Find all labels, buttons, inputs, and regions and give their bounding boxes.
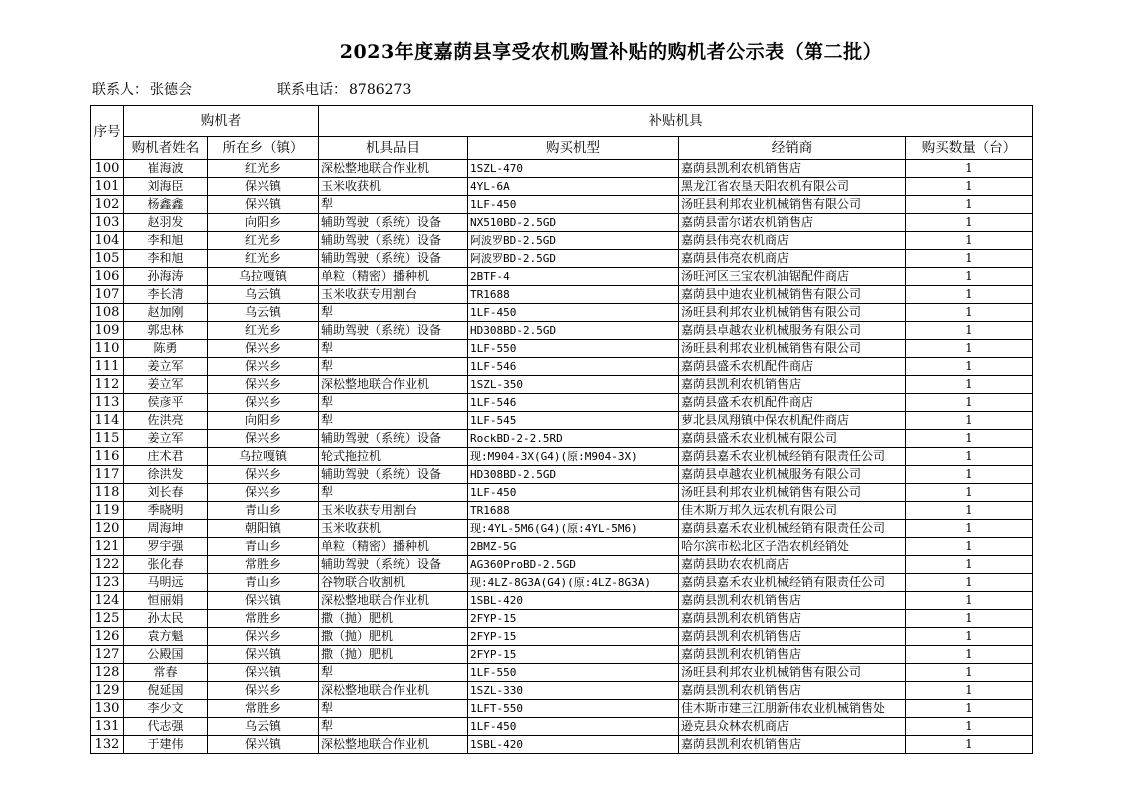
cell-qty: 1 (906, 466, 1033, 484)
cell-qty: 1 (906, 286, 1033, 304)
cell-buyer-name: 代志强 (124, 718, 208, 736)
cell-town: 保兴镇 (208, 736, 319, 754)
table-row (91, 376, 1033, 394)
header-seq: 序号 (91, 106, 124, 160)
cell-model: NX510BD-2.5GD (468, 214, 679, 232)
cell-seq: 108 (91, 304, 124, 322)
cell-town: 保兴乡 (208, 394, 319, 412)
cell-category: 辅助驾驶（系统）设备 (319, 214, 468, 232)
cell-buyer-name: 李长清 (124, 286, 208, 304)
cell-dealer: 嘉荫县凯利农机销售店 (679, 610, 906, 628)
cell-qty: 1 (906, 574, 1033, 592)
cell-town: 乌云镇 (208, 286, 319, 304)
table-row (91, 574, 1033, 592)
cell-qty: 1 (906, 430, 1033, 448)
cell-dealer: 佳木斯万邦久远农机有限公司 (679, 502, 906, 520)
cell-town: 保兴乡 (208, 628, 319, 646)
cell-town: 保兴镇 (208, 196, 319, 214)
cell-qty: 1 (906, 214, 1033, 232)
cell-model: 2FYP-15 (468, 646, 679, 664)
contact-person (92, 79, 192, 99)
cell-qty: 1 (906, 502, 1033, 520)
cell-seq: 126 (91, 628, 124, 646)
contact-phone-value: 8786273 (349, 82, 412, 98)
cell-dealer: 嘉荫县凯利农机销售店 (679, 646, 906, 664)
cell-dealer: 嘉荫县卓越农业机械服务有限公司 (679, 322, 906, 340)
cell-model: 现:M904-3X(G4)(原:M904-3X) (468, 448, 679, 466)
header-row-1 (91, 106, 1033, 137)
cell-category: 犁 (319, 412, 468, 430)
cell-category: 玉米收获专用割台 (319, 286, 468, 304)
cell-model: 1SBL-420 (468, 592, 679, 610)
cell-seq: 105 (91, 250, 124, 268)
cell-model: TR1688 (468, 286, 679, 304)
cell-category: 深松整地联合作业机 (319, 736, 468, 754)
cell-qty: 1 (906, 268, 1033, 286)
cell-buyer-name: 李少文 (124, 700, 208, 718)
header-row-2 (91, 137, 1033, 160)
cell-qty: 1 (906, 610, 1033, 628)
cell-category: 玉米收获机 (319, 178, 468, 196)
cell-qty: 1 (906, 736, 1033, 754)
cell-town: 保兴镇 (208, 646, 319, 664)
table-row (91, 178, 1033, 196)
cell-model: 1LF-450 (468, 196, 679, 214)
cell-model: 阿波罗BD-2.5GD (468, 250, 679, 268)
cell-dealer: 嘉荫县嘉禾农业机械经销有限责任公司 (679, 574, 906, 592)
cell-seq: 112 (91, 376, 124, 394)
cell-category: 辅助驾驶（系统）设备 (319, 322, 468, 340)
cell-town: 向阳乡 (208, 214, 319, 232)
cell-dealer: 萝北县凤翔镇中保农机配件商店 (679, 412, 906, 430)
cell-qty: 1 (906, 628, 1033, 646)
cell-town: 保兴乡 (208, 376, 319, 394)
cell-category: 辅助驾驶（系统）设备 (319, 556, 468, 574)
cell-qty: 1 (906, 664, 1033, 682)
cell-dealer: 嘉荫县嘉禾农业机械经销有限责任公司 (679, 448, 906, 466)
table-row (91, 340, 1033, 358)
cell-model: 现:4YL-5M6(G4)(原:4YL-5M6) (468, 520, 679, 538)
cell-seq: 109 (91, 322, 124, 340)
cell-model: 2BTF-4 (468, 268, 679, 286)
cell-buyer-name: 李和旭 (124, 232, 208, 250)
cell-qty: 1 (906, 682, 1033, 700)
cell-model: 4YL-6A (468, 178, 679, 196)
cell-dealer: 嘉荫县凯利农机销售店 (679, 160, 906, 178)
cell-dealer: 嘉荫县凯利农机销售店 (679, 736, 906, 754)
cell-qty: 1 (906, 412, 1033, 430)
cell-model: 阿波罗BD-2.5GD (468, 232, 679, 250)
cell-category: 辅助驾驶（系统）设备 (319, 232, 468, 250)
cell-category: 犁 (319, 484, 468, 502)
cell-dealer: 嘉荫县凯利农机销售店 (679, 592, 906, 610)
cell-seq: 122 (91, 556, 124, 574)
header-buyer-name: 购机者姓名 (124, 137, 208, 160)
cell-category: 深松整地联合作业机 (319, 592, 468, 610)
table-row (91, 502, 1033, 520)
cell-buyer-name: 刘海臣 (124, 178, 208, 196)
contact-phone-label: 联系电话： (277, 82, 347, 98)
cell-dealer: 嘉荫县盛禾农机配件商店 (679, 394, 906, 412)
cell-category: 辅助驾驶（系统）设备 (319, 466, 468, 484)
cell-seq: 106 (91, 268, 124, 286)
table-row (91, 466, 1033, 484)
cell-category: 玉米收获专用割台 (319, 502, 468, 520)
contact-phone (277, 79, 411, 99)
cell-town: 青山乡 (208, 538, 319, 556)
cell-category: 撒（抛）肥机 (319, 628, 468, 646)
cell-qty: 1 (906, 520, 1033, 538)
table-row (91, 592, 1033, 610)
cell-model: 1LF-546 (468, 358, 679, 376)
cell-seq: 128 (91, 664, 124, 682)
table-row (91, 556, 1033, 574)
cell-buyer-name: 崔海波 (124, 160, 208, 178)
cell-buyer-name: 姜立军 (124, 430, 208, 448)
cell-town: 常胜乡 (208, 556, 319, 574)
cell-seq: 102 (91, 196, 124, 214)
cell-buyer-name: 倪延国 (124, 682, 208, 700)
cell-seq: 113 (91, 394, 124, 412)
cell-model: 现:4LZ-8G3A(G4)(原:4LZ-8G3A) (468, 574, 679, 592)
table-row (91, 646, 1033, 664)
cell-buyer-name: 庄术君 (124, 448, 208, 466)
cell-model: 1LF-546 (468, 394, 679, 412)
cell-dealer: 佳木斯市建三江朋新伟农业机械销售处 (679, 700, 906, 718)
cell-dealer: 嘉荫县中迪农业机械销售有限公司 (679, 286, 906, 304)
cell-model: RockBD-2-2.5RD (468, 430, 679, 448)
cell-dealer: 汤旺县利邦农业机械销售有限公司 (679, 484, 906, 502)
table-row (91, 664, 1033, 682)
cell-seq: 118 (91, 484, 124, 502)
cell-seq: 119 (91, 502, 124, 520)
cell-dealer: 嘉荫县盛禾农业机械有限公司 (679, 430, 906, 448)
cell-dealer: 嘉荫县卓越农业机械服务有限公司 (679, 466, 906, 484)
cell-seq: 132 (91, 736, 124, 754)
cell-model: 1LF-450 (468, 484, 679, 502)
cell-buyer-name: 郭忠林 (124, 322, 208, 340)
table-row (91, 358, 1033, 376)
cell-town: 保兴镇 (208, 664, 319, 682)
cell-town: 保兴乡 (208, 484, 319, 502)
cell-buyer-name: 李和旭 (124, 250, 208, 268)
cell-model: 2BMZ-5G (468, 538, 679, 556)
cell-buyer-name: 袁方魁 (124, 628, 208, 646)
cell-buyer-name: 刘长春 (124, 484, 208, 502)
table-row (91, 718, 1033, 736)
cell-category: 撒（抛）肥机 (319, 610, 468, 628)
cell-town: 乌拉嘎镇 (208, 448, 319, 466)
cell-buyer-name: 马明远 (124, 574, 208, 592)
cell-town: 常胜乡 (208, 700, 319, 718)
cell-model: 1LF-450 (468, 304, 679, 322)
cell-seq: 120 (91, 520, 124, 538)
cell-dealer: 嘉荫县伟亮农机商店 (679, 250, 906, 268)
cell-model: 1LF-450 (468, 718, 679, 736)
cell-town: 保兴乡 (208, 682, 319, 700)
cell-category: 犁 (319, 304, 468, 322)
cell-town: 红光乡 (208, 322, 319, 340)
cell-dealer: 嘉荫县伟亮农机商店 (679, 232, 906, 250)
cell-category: 深松整地联合作业机 (319, 160, 468, 178)
cell-seq: 124 (91, 592, 124, 610)
cell-seq: 101 (91, 178, 124, 196)
header-subsidy-group: 补贴机具 (319, 106, 1033, 137)
cell-town: 红光乡 (208, 232, 319, 250)
cell-model: 1SZL-470 (468, 160, 679, 178)
cell-qty: 1 (906, 358, 1033, 376)
cell-model: HD308BD-2.5GD (468, 466, 679, 484)
cell-buyer-name: 姜立军 (124, 358, 208, 376)
cell-seq: 130 (91, 700, 124, 718)
cell-qty: 1 (906, 556, 1033, 574)
cell-model: 1LF-550 (468, 664, 679, 682)
cell-model: 1SBL-420 (468, 736, 679, 754)
cell-town: 乌拉嘎镇 (208, 268, 319, 286)
cell-town: 红光乡 (208, 160, 319, 178)
cell-dealer: 汤旺县利邦农业机械销售有限公司 (679, 304, 906, 322)
cell-buyer-name: 孙海涛 (124, 268, 208, 286)
cell-dealer: 嘉荫县凯利农机销售店 (679, 682, 906, 700)
cell-buyer-name: 季晓明 (124, 502, 208, 520)
cell-town: 保兴镇 (208, 178, 319, 196)
table-row (91, 232, 1033, 250)
table-row (91, 286, 1033, 304)
cell-category: 犁 (319, 718, 468, 736)
cell-qty: 1 (906, 232, 1033, 250)
cell-buyer-name: 徐洪发 (124, 466, 208, 484)
header-buyer-group: 购机者 (124, 106, 319, 137)
cell-qty: 1 (906, 250, 1033, 268)
table-row (91, 268, 1033, 286)
cell-seq: 131 (91, 718, 124, 736)
cell-model: TR1688 (468, 502, 679, 520)
cell-buyer-name: 公殿国 (124, 646, 208, 664)
table-row (91, 736, 1033, 754)
cell-dealer: 逊克县众林农机商店 (679, 718, 906, 736)
cell-category: 辅助驾驶（系统）设备 (319, 250, 468, 268)
cell-qty: 1 (906, 322, 1033, 340)
cell-qty: 1 (906, 646, 1033, 664)
cell-seq: 129 (91, 682, 124, 700)
table-row (91, 682, 1033, 700)
table-row (91, 250, 1033, 268)
cell-town: 保兴乡 (208, 340, 319, 358)
table-row (91, 196, 1033, 214)
cell-dealer: 嘉荫县凯利农机销售店 (679, 376, 906, 394)
cell-buyer-name: 罗宇强 (124, 538, 208, 556)
cell-qty: 1 (906, 484, 1033, 502)
cell-model: 2FYP-15 (468, 628, 679, 646)
cell-seq: 121 (91, 538, 124, 556)
cell-qty: 1 (906, 304, 1033, 322)
cell-buyer-name: 恒丽娟 (124, 592, 208, 610)
cell-category: 玉米收获机 (319, 520, 468, 538)
header-town: 所在乡（镇） (208, 137, 319, 160)
cell-seq: 125 (91, 610, 124, 628)
page-title (0, 37, 1122, 64)
cell-category: 深松整地联合作业机 (319, 682, 468, 700)
cell-category: 犁 (319, 664, 468, 682)
table-row (91, 394, 1033, 412)
header-category: 机具品目 (319, 137, 468, 160)
cell-dealer: 汤旺县利邦农业机械销售有限公司 (679, 664, 906, 682)
cell-seq: 115 (91, 430, 124, 448)
cell-model: 1SZL-350 (468, 376, 679, 394)
cell-category: 犁 (319, 700, 468, 718)
cell-buyer-name: 赵加刚 (124, 304, 208, 322)
cell-qty: 1 (906, 538, 1033, 556)
cell-seq: 111 (91, 358, 124, 376)
cell-category: 撒（抛）肥机 (319, 646, 468, 664)
cell-dealer: 嘉荫县盛禾农机配件商店 (679, 358, 906, 376)
table-row (91, 610, 1033, 628)
cell-category: 谷物联合收割机 (319, 574, 468, 592)
cell-dealer: 嘉荫县雷尔诺农机销售店 (679, 214, 906, 232)
cell-town: 青山乡 (208, 502, 319, 520)
cell-category: 犁 (319, 358, 468, 376)
cell-qty: 1 (906, 592, 1033, 610)
table-row (91, 430, 1033, 448)
cell-seq: 100 (91, 160, 124, 178)
cell-buyer-name: 常春 (124, 664, 208, 682)
cell-town: 保兴镇 (208, 592, 319, 610)
cell-dealer: 哈尔滨市松北区子浩农机经销处 (679, 538, 906, 556)
cell-seq: 104 (91, 232, 124, 250)
cell-category: 犁 (319, 196, 468, 214)
cell-seq: 110 (91, 340, 124, 358)
cell-town: 青山乡 (208, 574, 319, 592)
cell-seq: 117 (91, 466, 124, 484)
cell-qty: 1 (906, 700, 1033, 718)
cell-qty: 1 (906, 718, 1033, 736)
cell-dealer: 汤旺县利邦农业机械销售有限公司 (679, 340, 906, 358)
cell-qty: 1 (906, 448, 1033, 466)
cell-model: 1LF-550 (468, 340, 679, 358)
header-qty: 购买数量（台） (906, 137, 1033, 160)
cell-category: 单粒（精密）播种机 (319, 268, 468, 286)
cell-buyer-name: 姜立军 (124, 376, 208, 394)
cell-dealer: 汤旺县利邦农业机械销售有限公司 (679, 196, 906, 214)
cell-dealer: 嘉荫县助农农机商店 (679, 556, 906, 574)
cell-dealer: 汤旺河区三宝农机油锯配件商店 (679, 268, 906, 286)
cell-model: HD308BD-2.5GD (468, 322, 679, 340)
cell-category: 轮式拖拉机 (319, 448, 468, 466)
cell-town: 保兴乡 (208, 430, 319, 448)
cell-buyer-name: 佐洪亮 (124, 412, 208, 430)
cell-buyer-name: 于建伟 (124, 736, 208, 754)
cell-town: 保兴乡 (208, 466, 319, 484)
buyer-table (90, 105, 1033, 754)
cell-buyer-name: 孙太民 (124, 610, 208, 628)
cell-seq: 123 (91, 574, 124, 592)
table-row (91, 448, 1033, 466)
cell-qty: 1 (906, 340, 1033, 358)
table-row (91, 304, 1033, 322)
table-row (91, 628, 1033, 646)
table-row (91, 322, 1033, 340)
table-row (91, 412, 1033, 430)
cell-town: 朝阳镇 (208, 520, 319, 538)
cell-qty: 1 (906, 394, 1033, 412)
cell-category: 犁 (319, 394, 468, 412)
cell-category: 单粒（精密）播种机 (319, 538, 468, 556)
table-row (91, 484, 1033, 502)
cell-qty: 1 (906, 178, 1033, 196)
cell-town: 红光乡 (208, 250, 319, 268)
title-text: 2023年度嘉荫县享受农机购置补贴的购机者公示表（第二批） (339, 41, 883, 63)
cell-town: 乌云镇 (208, 718, 319, 736)
cell-seq: 107 (91, 286, 124, 304)
cell-buyer-name: 赵羽发 (124, 214, 208, 232)
cell-qty: 1 (906, 376, 1033, 394)
cell-qty: 1 (906, 196, 1033, 214)
cell-town: 向阳乡 (208, 412, 319, 430)
cell-buyer-name: 张化春 (124, 556, 208, 574)
table-row (91, 160, 1033, 178)
cell-town: 保兴乡 (208, 358, 319, 376)
cell-seq: 114 (91, 412, 124, 430)
cell-model: AG360ProBD-2.5GD (468, 556, 679, 574)
cell-category: 深松整地联合作业机 (319, 376, 468, 394)
table-row (91, 700, 1033, 718)
contact-person-value: 张德会 (150, 82, 192, 98)
cell-model: 1LF-545 (468, 412, 679, 430)
table-row (91, 214, 1033, 232)
cell-category: 辅助驾驶（系统）设备 (319, 430, 468, 448)
cell-buyer-name: 侯彦平 (124, 394, 208, 412)
cell-model: 1LFT-550 (468, 700, 679, 718)
cell-buyer-name: 杨鑫鑫 (124, 196, 208, 214)
header-model: 购买机型 (468, 137, 679, 160)
cell-model: 1SZL-330 (468, 682, 679, 700)
cell-town: 常胜乡 (208, 610, 319, 628)
cell-dealer: 黑龙江省农垦天阳农机有限公司 (679, 178, 906, 196)
cell-seq: 127 (91, 646, 124, 664)
cell-town: 乌云镇 (208, 304, 319, 322)
contact-person-label: 联系人： (92, 82, 148, 98)
cell-seq: 116 (91, 448, 124, 466)
cell-dealer: 嘉荫县嘉禾农业机械经销有限责任公司 (679, 520, 906, 538)
cell-model: 2FYP-15 (468, 610, 679, 628)
header-dealer: 经销商 (679, 137, 906, 160)
cell-qty: 1 (906, 160, 1033, 178)
cell-dealer: 嘉荫县凯利农机销售店 (679, 628, 906, 646)
table-row (91, 520, 1033, 538)
cell-seq: 103 (91, 214, 124, 232)
cell-buyer-name: 陈勇 (124, 340, 208, 358)
table-row (91, 538, 1033, 556)
cell-buyer-name: 周海坤 (124, 520, 208, 538)
cell-category: 犁 (319, 340, 468, 358)
